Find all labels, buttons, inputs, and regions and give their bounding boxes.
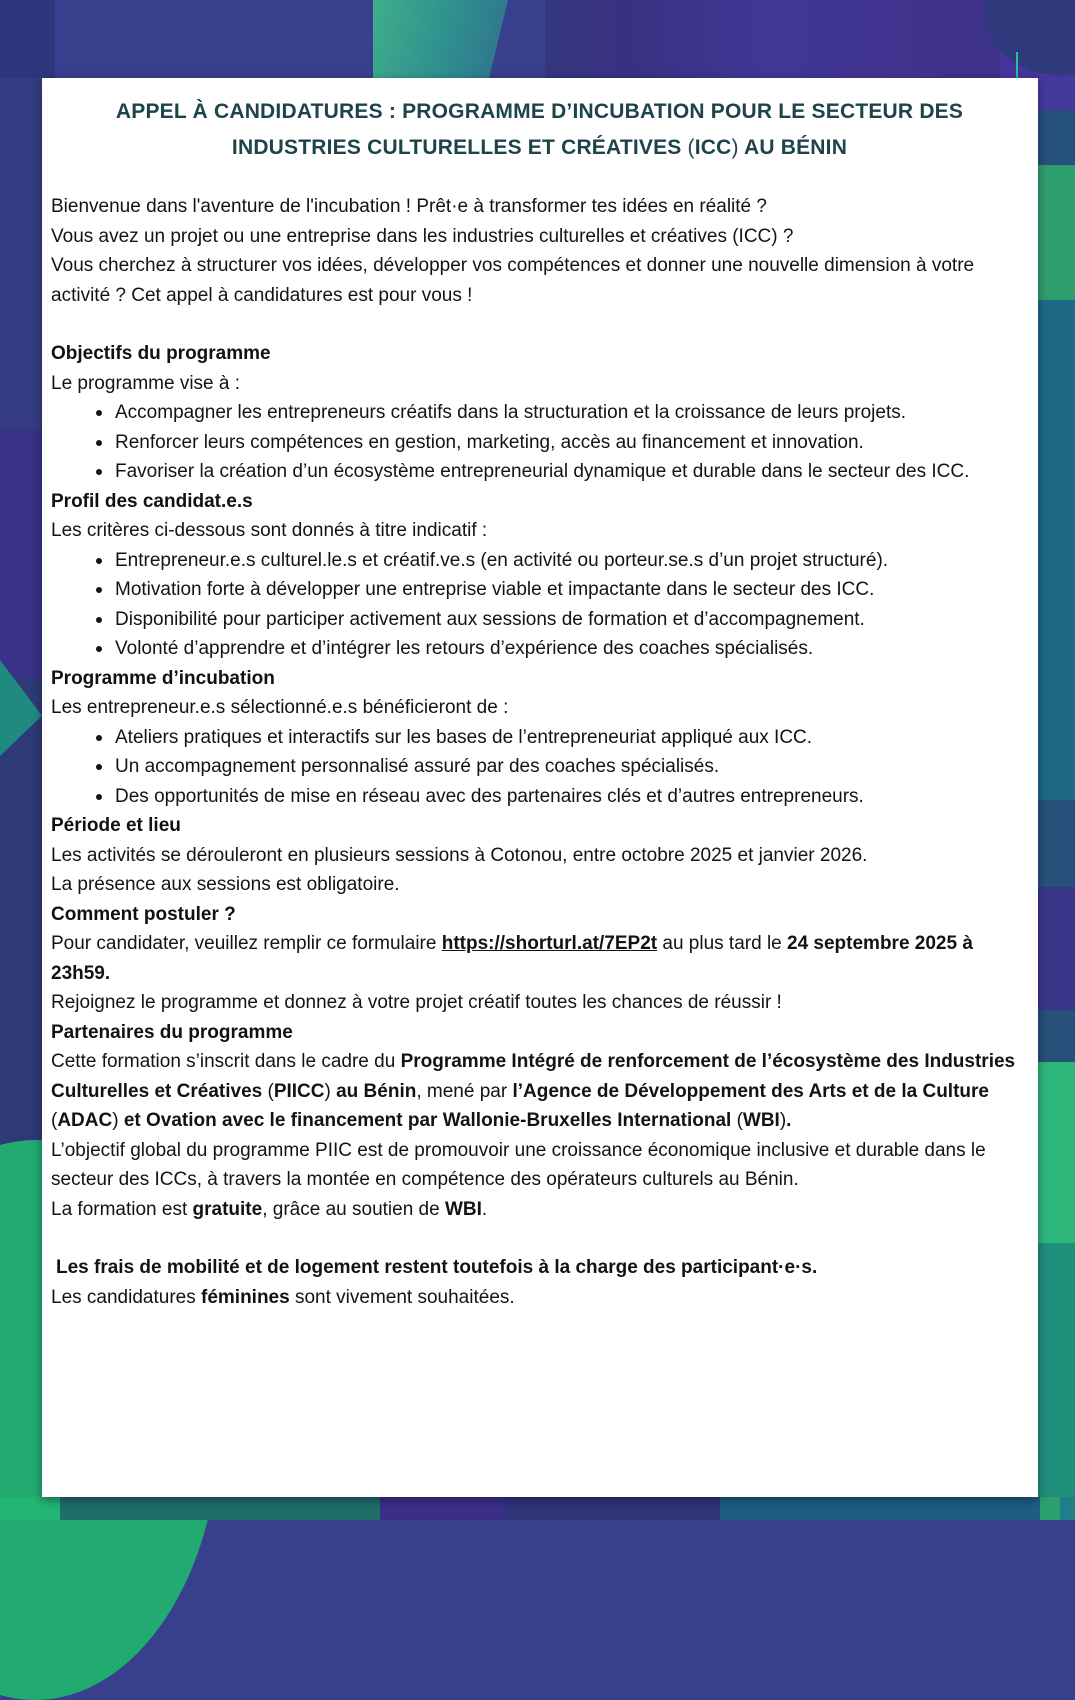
intro-line-3: Vous cherchez à structurer vos idées, développer vos compétences et donner une nouvelle dimension à votre activité ? Cet appel à candidatures est pour vous ! <box>51 255 975 306</box>
intro-line-2: Vous avez un projet ou une entreprise dans les industries culturelles et créatives (ICC) ? <box>51 225 794 247</box>
text-gratuite: gratuite <box>192 1198 263 1220</box>
bullet-text: Accompagner les entrepreneurs créatifs dans la structuration et la croissance de leurs projets. <box>115 402 907 423</box>
partners-paragraph-1 <box>51 1047 1028 1136</box>
heading-periode: Période et lieu <box>51 815 181 836</box>
bg-top-purple-band <box>545 0 1038 78</box>
title-paren: ( <box>687 136 695 159</box>
bullet-item <box>51 782 1028 812</box>
heading-comment-postuler: Comment postuler ? <box>51 903 236 925</box>
objectifs-lead: Le programme vise à : <box>51 372 241 394</box>
acronym-piicc: PIICC <box>273 1080 325 1102</box>
bg-top-left-block <box>0 0 55 78</box>
bullet-text: Entrepreneur.e.s culturel.le.s et créatif.ve.s (en activité ou porteur.se.s d’un projet structuré). <box>115 549 889 571</box>
periode-line-1: Les activités se dérouleront en plusieurs sessions à Cotonou, entre octobre 2025 et janvier 2026. <box>51 844 868 866</box>
bullet-text: Des opportunités de mise en réseau avec des partenaires clés et d’autres entrepreneurs. <box>115 785 864 807</box>
apply-cta: Rejoignez le programme et donnez à votre projet créatif toutes les chances de réussir ! <box>51 992 782 1013</box>
periode-line-2: La présence aux sessions est obligatoire. <box>51 874 400 895</box>
bullet-item <box>51 575 1028 605</box>
bg-teal-streak <box>373 0 508 78</box>
bullet-text: Renforcer leurs compétences en gestion, marketing, accès au financement et innovation. <box>115 431 864 453</box>
bullet-item <box>51 398 1028 428</box>
bullet-item <box>51 605 1028 635</box>
blank-line <box>51 1224 1028 1253</box>
deadline-text: 24 septembre 2025 à 23h59. <box>51 933 973 984</box>
bullet-text: Ateliers pratiques et interactifs sur les bases de l’entrepreneuriat appliqué aux ICC. <box>115 726 813 748</box>
text-segment: Cette formation s’inscrit dans le cadre du <box>51 1051 401 1072</box>
bullet-text: Un accompagnement personnalisé assuré par des coaches spécialisés. <box>115 756 720 777</box>
heading-objectifs: Objectifs du programme <box>51 343 271 364</box>
page-title-line1: APPEL À CANDIDATURES : PROGRAMME D’INCUBATION POUR LE SECTEUR DES <box>115 100 964 123</box>
heading-partenaires: Partenaires du programme <box>51 1021 293 1043</box>
partner-adac-name: l’Agence de Développement des Arts et de la Culture <box>512 1080 989 1102</box>
bullet-item <box>51 752 1028 782</box>
title-segment: AU BÉNIN <box>738 136 848 159</box>
page-title-line2 <box>51 130 1028 166</box>
acronym-wbi: WBI <box>742 1110 780 1131</box>
text-segment: , mené par <box>416 1080 513 1102</box>
text-segment: au plus tard le <box>657 933 788 954</box>
text-segment-bold: . <box>786 1110 792 1131</box>
text-segment: sont vivement souhaitées. <box>289 1286 515 1308</box>
text-segment: , grâce au soutien de <box>262 1198 445 1220</box>
acronym-wbi: WBI <box>444 1198 482 1220</box>
partner-wbi-name: et Ovation avec le financement par Wallonie-Bruxelles International <box>123 1110 737 1131</box>
fees-notice: Les frais de mobilité et de logement restent toutefois à la charge des participant·e·s. <box>56 1257 818 1278</box>
text-segment-bold: au Bénin <box>336 1080 417 1102</box>
women-applications-note <box>51 1283 1028 1313</box>
title-segment: INDUSTRIES CULTURELLES ET CRÉATIVES <box>231 136 688 159</box>
bullet-text: Favoriser la création d’un écosystème entrepreneurial dynamique et durable dans le secteur des ICC. <box>115 461 970 482</box>
title-paren: ) <box>731 136 739 159</box>
bullet-item <box>51 723 1028 753</box>
programme-lead: Les entrepreneur.e.s sélectionné.e.s bénéficieront de : <box>51 697 509 718</box>
bullet-text: Disponibilité pour participer activement aux sessions de formation et d’accompagnement. <box>115 608 865 630</box>
heading-programme: Programme d’incubation <box>51 667 275 689</box>
profil-list <box>51 546 1028 664</box>
page-title <box>51 94 1028 166</box>
objectifs-list <box>51 398 1028 487</box>
text-feminines: féminines <box>201 1286 290 1308</box>
bullet-item <box>51 546 1028 576</box>
bg-bottom-strip <box>0 1497 1075 1520</box>
bullet-item <box>51 634 1028 664</box>
programme-list <box>51 723 1028 812</box>
text-segment: La formation est <box>51 1198 193 1220</box>
text-segment: Les candidatures <box>51 1286 201 1308</box>
text-segment: ( <box>736 1110 743 1131</box>
document-body <box>51 192 1028 1312</box>
bg-right-column <box>1038 78 1075 1520</box>
apply-paragraph <box>51 929 1028 988</box>
text-segment: ) <box>324 1080 337 1102</box>
title-acronym-icc: ICC <box>694 136 732 159</box>
text-segment: . <box>481 1198 488 1220</box>
bullet-item <box>51 428 1028 458</box>
document-panel <box>42 78 1038 1497</box>
text-segment: ) <box>779 1110 787 1131</box>
acronym-adac: ADAC <box>57 1110 113 1131</box>
application-form-link[interactable]: https://shorturl.at/7EP2t <box>441 933 658 954</box>
blank-line <box>51 310 1028 339</box>
intro-line-1: Bienvenue dans l'aventure de l'incubation ! Prêt·e à transformer tes idées en réalité ? <box>51 196 767 217</box>
text-segment: Pour candidater, veuillez remplir ce formulaire <box>51 933 442 954</box>
text-segment: ( <box>51 1110 58 1131</box>
text-segment: ) <box>112 1110 124 1131</box>
partners-paragraph-3 <box>51 1195 1028 1225</box>
text-segment: ( <box>267 1080 274 1102</box>
program-name-piicc: Programme Intégré de renforcement de l’écosystème des Industries Culturelles et Créatives <box>51 1051 1016 1102</box>
heading-profil: Profil des candidat.e.s <box>51 490 253 512</box>
bullet-item <box>51 457 1028 487</box>
profil-lead: Les critères ci-dessous sont donnés à titre indicatif : <box>51 520 488 541</box>
bullet-text: Motivation forte à développer une entreprise viable et impactante dans le secteur des ICC. <box>115 579 875 600</box>
bullet-text: Volonté d’apprendre et d’intégrer les retours d’expérience des coaches spécialisés. <box>115 638 814 659</box>
bg-teal-accent-line <box>1016 52 1018 78</box>
partners-paragraph-2: L’objectif global du programme PIIC est de promouvoir une croissance économique inclusive et durable dans le secteur des ICCs, à travers la montée en compétence des opérateurs culturels au Bénin. <box>51 1139 986 1190</box>
